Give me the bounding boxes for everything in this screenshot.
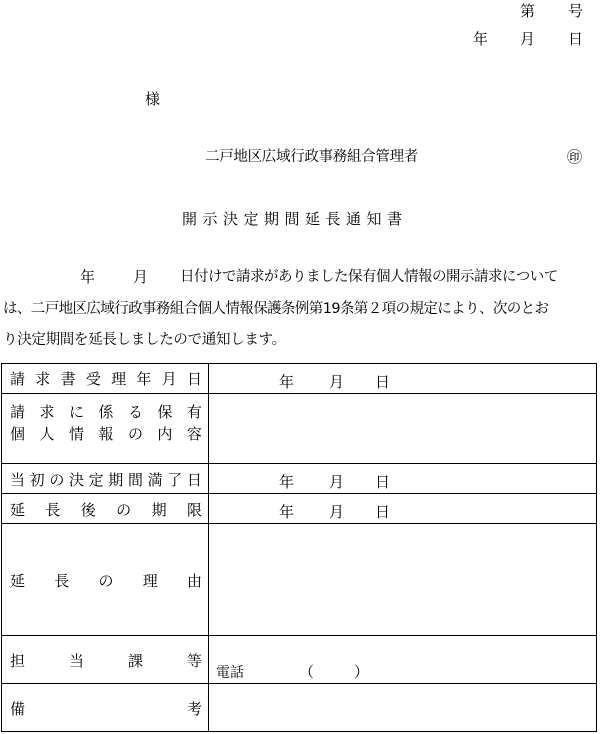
body-year: 年 xyxy=(80,268,96,286)
info-content-value[interactable] xyxy=(209,394,596,464)
original-deadline-value[interactable]: 年 月 日 xyxy=(279,473,391,491)
table-row-department xyxy=(2,635,596,684)
phone-paren-open: （ xyxy=(299,663,315,681)
number-label-go: 号 xyxy=(568,2,584,20)
extension-reason-value[interactable] xyxy=(209,524,596,636)
row-label: 担 当 課 等 xyxy=(10,651,202,670)
extension-table xyxy=(1,363,597,732)
table-row-receipt-date xyxy=(2,364,596,393)
department-value[interactable] xyxy=(209,636,596,684)
extended-deadline-value[interactable]: 年 月 日 xyxy=(279,503,391,521)
seal-icon: ㊞ xyxy=(567,148,583,166)
table-row-info-content xyxy=(2,393,596,464)
phone-label: 電話 xyxy=(216,665,244,681)
body-line3: り決定期間を延長しましたので通知します。 xyxy=(3,332,286,348)
row-label: 延 長 の 理 由 xyxy=(10,571,202,590)
table-row-extended-deadline xyxy=(2,493,596,524)
page-title: 開示決定期間延長通知書 xyxy=(182,210,408,228)
body-line2: は、二戸地区広域行政事務組合個人情報保護条例第19条第２項の規定により、次のとお xyxy=(3,301,549,317)
row-label: 延 長 後 の 期 限 xyxy=(10,500,202,519)
body-line1: 日付けで請求がありました保有個人情報の開示請求について xyxy=(180,269,558,285)
date-day: 日 xyxy=(568,30,584,48)
body-month: 月 xyxy=(133,268,149,286)
date-year: 年 xyxy=(473,30,489,48)
phone-paren-close: ） xyxy=(354,663,370,681)
addressee-suffix: 様 xyxy=(145,90,161,108)
date-month: 月 xyxy=(520,30,536,48)
number-label-dai: 第 xyxy=(520,2,536,20)
row-label: 請 求 書 受 理 年 月 日 xyxy=(10,370,202,388)
sender-name: 二戸地区広域行政事務組合管理者 xyxy=(205,149,418,165)
row-label: 請 求 に 係 る 保 有 個 人 情 報 の 内 容 xyxy=(10,402,202,443)
receipt-date-value[interactable]: 年 月 日 xyxy=(279,373,391,391)
table-row-remarks xyxy=(2,683,596,733)
table-row-extension-reason xyxy=(2,523,596,636)
row-label: 備 考 xyxy=(10,700,202,718)
remarks-value[interactable] xyxy=(209,684,596,733)
row-label: 当 初 の 決 定 期 間 満 了 日 xyxy=(10,470,202,489)
table-row-original-deadline xyxy=(2,463,596,494)
